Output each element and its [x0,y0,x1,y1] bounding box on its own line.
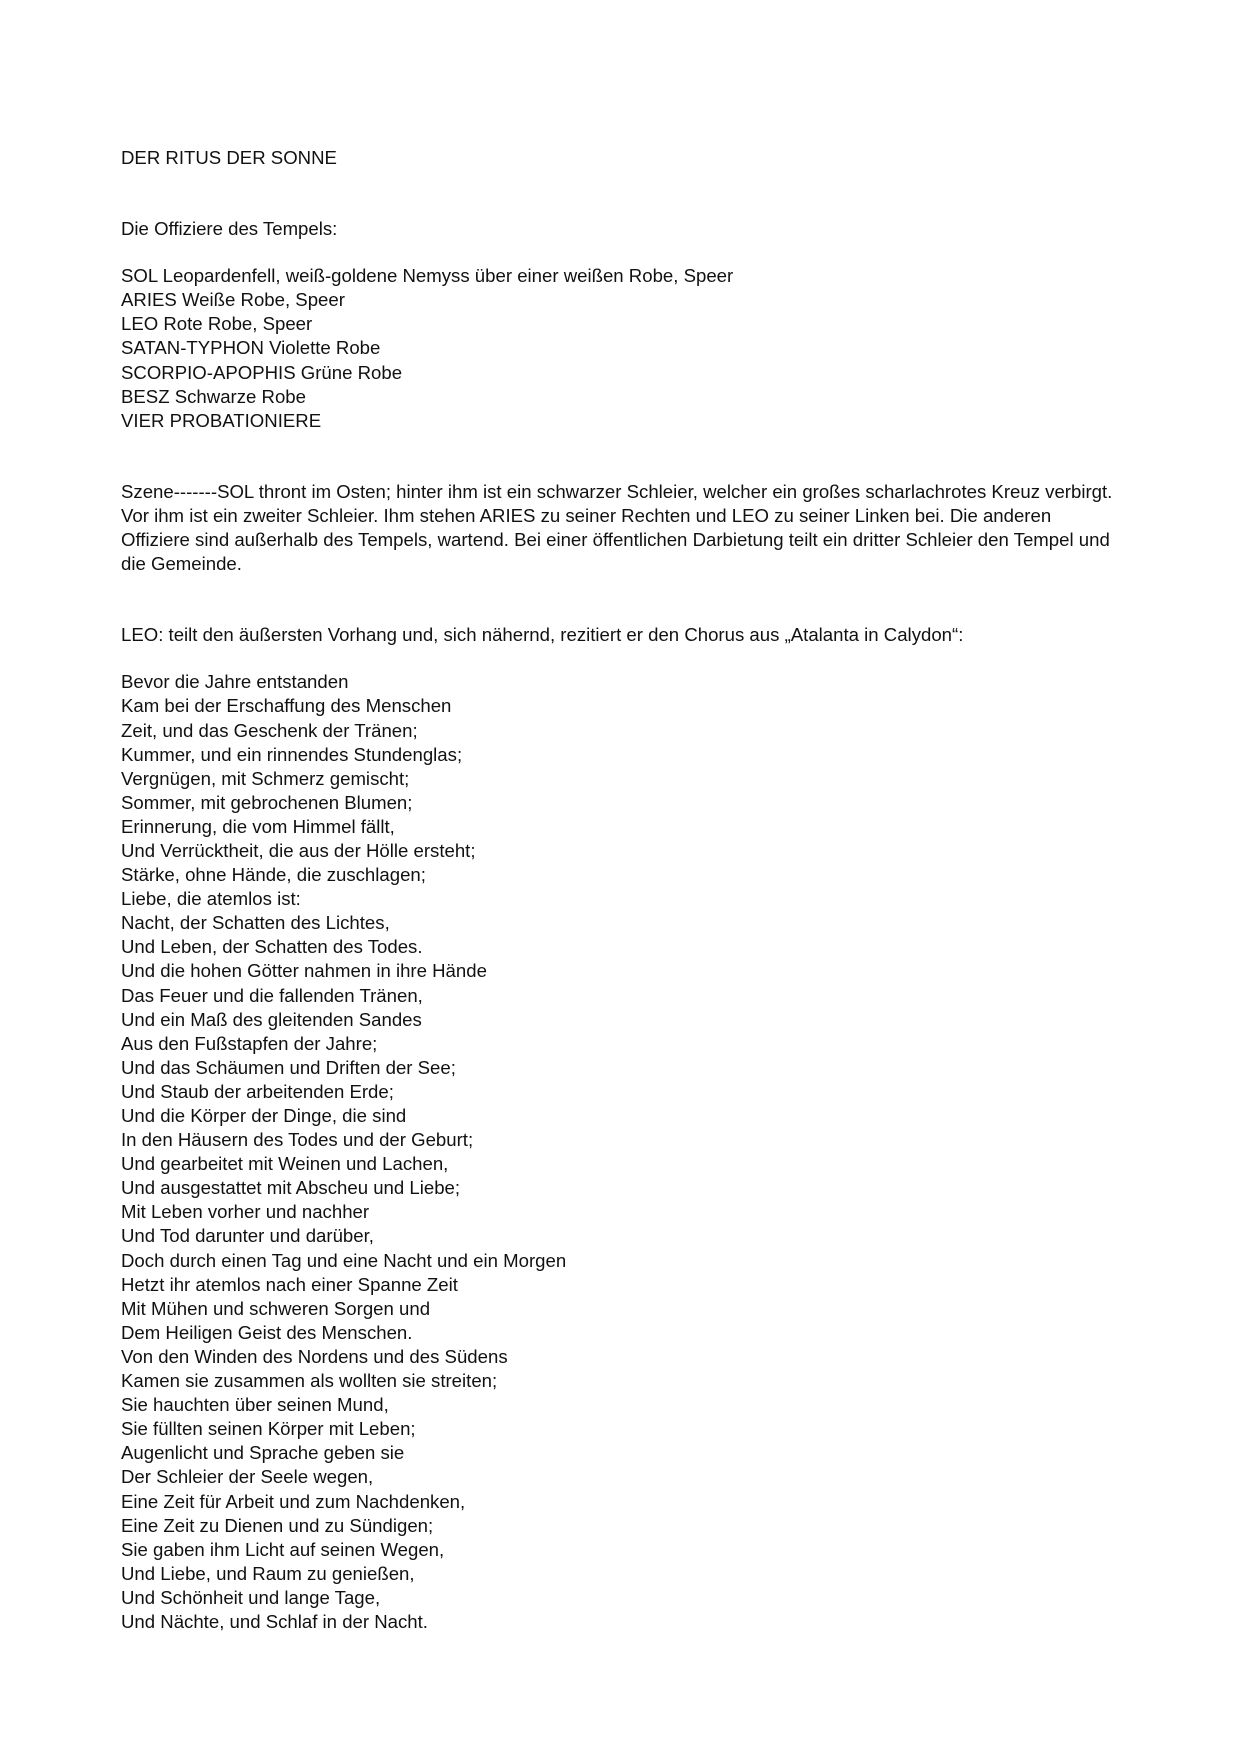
verse-line: Eine Zeit für Arbeit und zum Nachdenken, [121,1490,466,1512]
verse-line: Und ausgestattet mit Abscheu und Liebe; [121,1177,461,1199]
verse-line: Dem Heiligen Geist des Menschen. [121,1321,413,1343]
officer-entry: ARIES Weiße Robe, Speer [121,289,345,311]
leo-stage-direction: LEO: teilt den äußersten Vorhang und, sich nähernd, rezitiert er den Chorus aus „Atalanta in Calydon“: [121,624,964,646]
verse-line: Und das Schäumen und Driften der See; [121,1056,456,1078]
verse-line: Hetzt ihr atemlos nach einer Spanne Zeit [121,1273,458,1295]
verse-line: Und die Körper der Dinge, die sind [121,1105,407,1126]
verse-line: Und die hohen Götter nahmen in ihre Hände [121,960,487,982]
verse-line: Und Staub der arbeitenden Erde; [121,1080,394,1102]
verse-line: Und Tod darunter und darüber, [121,1225,374,1247]
verse-line: Kam bei der Erschaffung des Menschen [121,695,452,717]
officer-entry: SATAN-TYPHON Violette Robe [121,337,381,359]
document-title: DER RITUS DER SONNE [121,147,337,168]
verse-line: Und ein Maß des gleitenden Sandes [121,1008,422,1030]
officer-entry: SOL Leopardenfell, weiß-goldene Nemyss über einer weißen Robe, Speer [121,265,734,287]
officers-heading: Die Offiziere des Tempels: [121,218,338,240]
verse-line: Aus den Fußstapfen der Jahre; [121,1032,378,1054]
verse-line: Sie gaben ihm Licht auf seinen Wegen, [121,1538,445,1560]
verse-line: Bevor die Jahre entstanden [121,671,349,693]
verse-line: Nacht, der Schatten des Lichtes, [121,912,390,934]
verse-line: Sie füllten seinen Körper mit Leben; [121,1418,416,1440]
verse-line: Der Schleier der Seele wegen, [121,1466,374,1488]
verse-line: Und Leben, der Schatten des Todes. [121,936,423,958]
officer-entry: BESZ Schwarze Robe [121,385,306,407]
verse-line: Und Schönheit und lange Tage, [121,1586,381,1608]
verse-line: In den Häusern des Todes und der Geburt; [121,1129,474,1151]
verse-line: Und Liebe, und Raum zu genießen, [121,1562,415,1584]
verse-line: Und gearbeitet mit Weinen und Lachen, [121,1153,449,1175]
verse-line: Kummer, und ein rinnendes Stundenglas; [121,743,463,765]
verse-line: Liebe, die atemlos ist: [121,888,301,910]
verse-line: Vergnügen, mit Schmerz gemischt; [121,767,410,789]
officer-entry: VIER PROBATIONIERE [121,409,322,431]
verse-line: Sie hauchten über seinen Mund, [121,1394,389,1416]
verse-line: Zeit, und das Geschenk der Tränen; [121,719,418,741]
verse-line: Mit Leben vorher und nachher [121,1201,370,1223]
scene-description: Szene-------SOL thront im Osten; hinter ihm ist ein schwarzer Schleier, welcher ein großes scharlachrotes Kreuz verbirgt. Vor ihm ist ein zweiter Schleier. Ihm stehen ARIES zu seiner Rechten und LEO zu seiner Linken bei. Die anderen Offiziere sind außerhalb des Tempels, wartend. Bei einer öffentlichen Darbietung teilt ein dritter Schleier den Tempel und die Gemeinde. [121,480,1113,575]
chorus-verse [121,670,1121,1634]
verse-line: Und Nächte, und Schlaf in der Nacht. [121,1610,428,1632]
verse-line: Und Verrücktheit, die aus der Hölle ersteht; [121,839,476,861]
verse-line: Doch durch einen Tag und eine Nacht und ein Morgen [121,1249,567,1271]
document-body [121,146,1121,1634]
officer-entry: SCORPIO-APOPHIS Grüne Robe [121,361,403,383]
officer-list [121,264,1121,433]
verse-line: Augenlicht und Sprache geben sie [121,1442,405,1464]
verse-line: Eine Zeit zu Dienen und zu Sündigen; [121,1514,434,1536]
verse-line: Von den Winden des Nordens und des Südens [121,1345,508,1367]
verse-line: Sommer, mit gebrochenen Blumen; [121,791,413,813]
verse-line: Kamen sie zusammen als wollten sie streiten; [121,1370,498,1392]
verse-line: Mit Mühen und schweren Sorgen und [121,1297,431,1319]
officer-entry: LEO Rote Robe, Speer [121,313,313,335]
verse-line: Das Feuer und die fallenden Tränen, [121,984,423,1006]
verse-line: Stärke, ohne Hände, die zuschlagen; [121,864,426,886]
verse-line: Erinnerung, die vom Himmel fällt, [121,815,395,837]
